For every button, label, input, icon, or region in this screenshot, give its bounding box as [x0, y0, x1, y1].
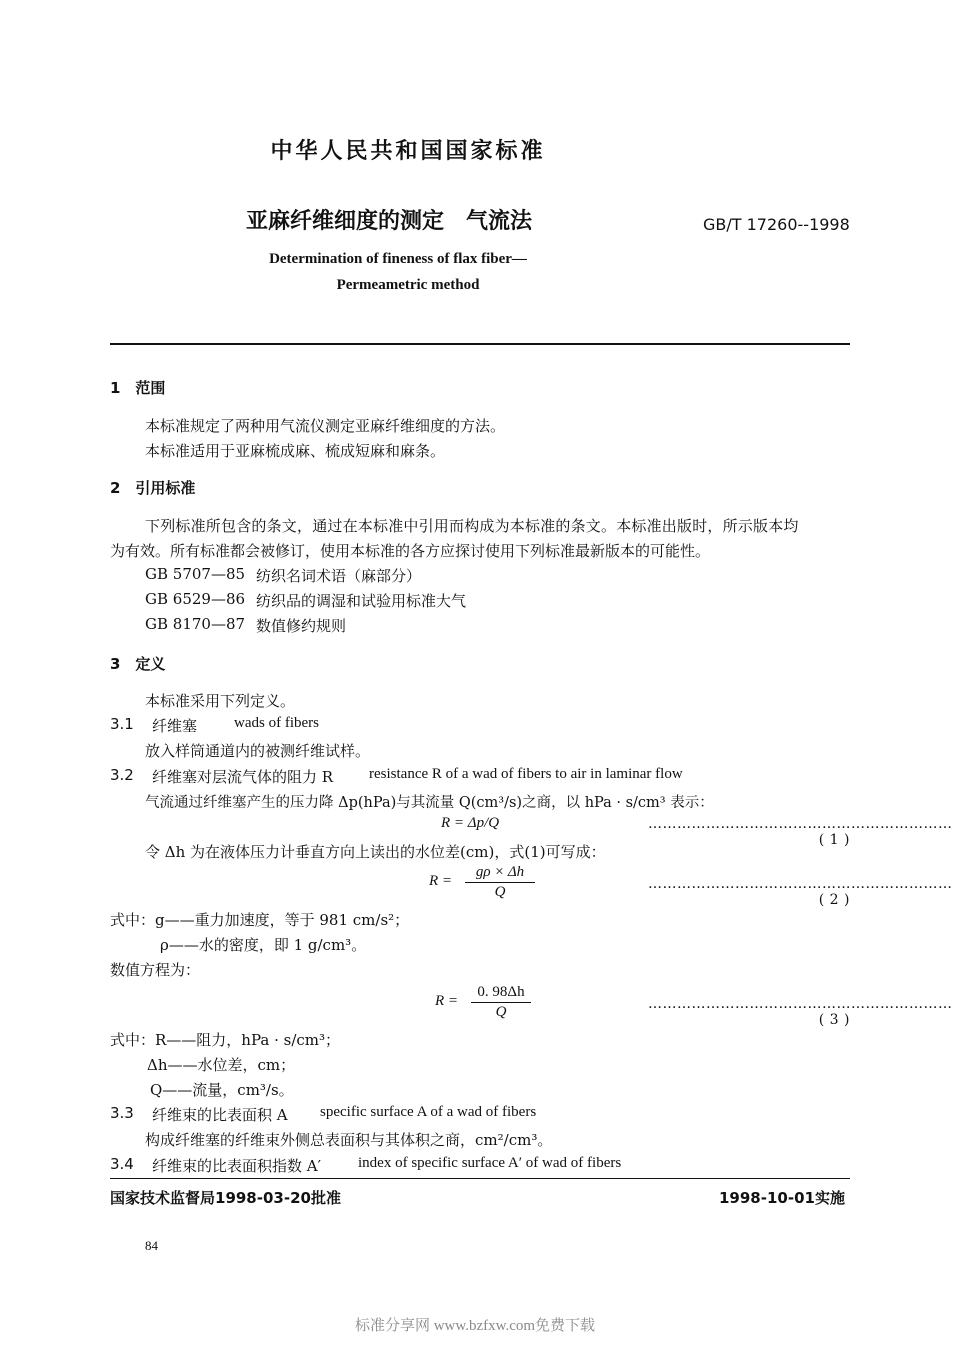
approval-date: 国家技术监督局1998-03-20批准: [110, 1189, 341, 1207]
definition-3-1-description: 放入样筒通道内的被测纤维试样。: [145, 742, 371, 760]
definition-3-1-term-cn: 纤维塞: [152, 717, 198, 735]
effective-date: 1998-10-01实施: [719, 1189, 845, 1207]
dot-leader: ………………………………………………………: [648, 816, 953, 832]
equation-1-number: ( 1 ): [818, 832, 850, 848]
equation-3-fraction: [471, 984, 531, 1021]
reference-title: 纺织名词术语（麻部分）: [256, 567, 422, 585]
equation-3-numerator: 0. 98Δh: [471, 984, 531, 1003]
document-title-en-line1: Determination of fineness of flax fiber—: [269, 251, 527, 267]
footer-divider: [110, 1178, 850, 1179]
section-2-paragraph: 为有效。所有标准都会被修订，使用本标准的各方应探讨使用下列标准最新版本的可能性。: [110, 542, 711, 560]
variable-rho: ρ——水的密度，即 1 g/cm³。: [160, 936, 367, 954]
header-divider: [110, 343, 850, 345]
section-1-paragraph: 本标准适用于亚麻梳成麻、梳成短麻和麻条。: [145, 442, 446, 460]
definition-3-2-term-en: resistance R of a wad of fibers to air in laminar flow: [369, 766, 683, 782]
section-2-heading: 2 引用标准: [110, 479, 196, 497]
definition-3-4-term-cn: 纤维束的比表面积指数 A′: [152, 1157, 322, 1175]
definition-3-1-term-en: wads of fibers: [234, 715, 319, 731]
reference-code: GB 6529—86: [145, 590, 246, 608]
definition-3-1-number: 3.1: [110, 715, 134, 733]
equation-3-number: ( 3 ): [818, 1012, 850, 1028]
equation-2-lhs: R =: [429, 873, 453, 889]
section-1-heading: 1 范围: [110, 379, 166, 397]
document-title-cn: 亚麻纤维细度的测定 气流法: [246, 209, 533, 234]
definition-3-2-description: 气流通过纤维塞产生的压力降 Δp(hPa)与其流量 Q(cm³/s)之商，以 hPa · s/cm³ 表示：: [145, 795, 714, 811]
equation-3-leader: [648, 996, 953, 1028]
variable-delta-h: Δh——水位差，cm；: [147, 1056, 296, 1074]
variable-g: 式中：g——重力加速度，等于 981 cm/s²；: [110, 911, 410, 929]
dot-leader: ………………………………………………………: [648, 996, 953, 1012]
numeric-equation-label: 数值方程为：: [110, 961, 201, 979]
watermark: 标准分享网 www.bzfxw.com免费下载: [354, 1318, 596, 1334]
definition-3-4-term-en: index of specific surface A′ of wad of fibers: [358, 1155, 622, 1171]
standard-code: GB/T 17260--1998: [703, 215, 850, 234]
reference-title: 纺织品的调湿和试验用标准大气: [256, 592, 467, 610]
section-1-paragraph: 本标准规定了两种用气流仪测定亚麻纤维细度的方法。: [145, 417, 506, 435]
document-title-en-line2: Permeametric method: [336, 277, 480, 293]
reference-code: GB 5707—85: [145, 565, 246, 583]
equation-2-denominator: Q: [494, 884, 506, 900]
definition-3-2-term-cn: 纤维塞对层流气体的阻力 R: [152, 768, 334, 786]
definition-3-3-term-cn: 纤维束的比表面积 A: [152, 1106, 288, 1124]
equation-2-fraction: [465, 864, 535, 901]
dot-leader: ………………………………………………………: [648, 876, 953, 892]
section-2-paragraph: 下列标准所包含的条文，通过在本标准中引用而构成为本标准的条文。本标准出版时，所示版本均: [145, 517, 799, 535]
variable-Q: Q——流量，cm³/s。: [150, 1081, 294, 1099]
equation-3-denominator: Q: [495, 1004, 507, 1020]
reference-code: GB 8170—87: [145, 615, 246, 633]
equation-2-number: ( 2 ): [818, 892, 850, 908]
equation-1: R = Δp/Q: [441, 815, 500, 831]
equation-2-leader: [648, 876, 953, 908]
equation-3-lhs: R =: [435, 993, 459, 1009]
page-number: 84: [145, 1238, 158, 1253]
variable-R: 式中：R——阻力，hPa · s/cm³；: [110, 1031, 341, 1049]
definition-3-4-number: 3.4: [110, 1155, 134, 1173]
section-3-heading: 3 定义: [110, 655, 166, 673]
definition-3-2-number: 3.2: [110, 766, 134, 784]
equation-2-intro: 令 Δh 为在液体压力计垂直方向上读出的水位差(cm)，式(1)可写成：: [145, 843, 606, 861]
definition-3-3-term-en: specific surface A of a wad of fibers: [320, 1104, 537, 1120]
definition-3-3-number: 3.3: [110, 1104, 134, 1122]
national-standard-title: 中华人民共和国国家标准: [270, 139, 546, 164]
equation-2-numerator: gρ × Δh: [465, 864, 535, 883]
reference-title: 数值修约规则: [256, 617, 347, 635]
section-3-intro: 本标准采用下列定义。: [145, 692, 296, 710]
definition-3-3-description: 构成纤维塞的纤维束外侧总表面积与其体积之商，cm²/cm³。: [145, 1131, 553, 1149]
equation-1-leader: [648, 816, 953, 848]
